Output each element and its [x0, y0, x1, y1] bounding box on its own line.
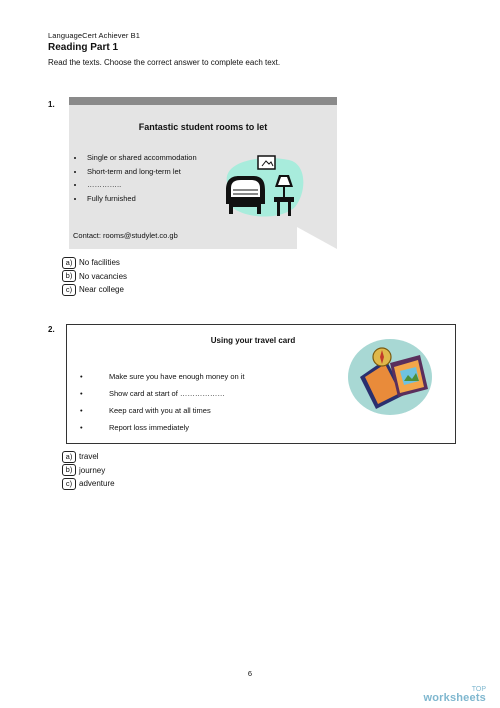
- notice-title: Fantastic student rooms to let: [138, 122, 268, 132]
- topworksheets-watermark: [423, 686, 486, 702]
- section-title: Reading Part 1: [48, 42, 119, 53]
- card-item: • Make sure you have enough money on it: [67, 368, 245, 385]
- question-1-number: 1.: [48, 100, 55, 109]
- armchair-lamp-clipart-icon: [219, 152, 309, 222]
- card-list: [67, 368, 245, 436]
- option-letter: c): [62, 478, 76, 490]
- question-2-options: [62, 450, 115, 491]
- option-a[interactable]: [62, 450, 115, 464]
- option-letter: c): [62, 284, 76, 296]
- instructions-text: Read the texts. Choose the correct answer to complete each text.: [48, 58, 281, 67]
- notice-list: [73, 151, 197, 205]
- option-b[interactable]: [62, 270, 127, 284]
- notice-contact: Contact: rooms@studylet.co.gb: [73, 231, 178, 240]
- option-text: No vacancies: [79, 271, 128, 281]
- option-text: No facilities: [79, 258, 120, 267]
- option-letter: a): [62, 257, 76, 269]
- card-item-gap: • Show card at start of ………………: [67, 385, 245, 402]
- travel-card-notice: [66, 324, 456, 444]
- notice-item-gap: • …………..: [85, 178, 197, 192]
- question-1-options: [62, 256, 127, 297]
- card-title: Using your travel card: [210, 336, 296, 345]
- room-notice: [69, 97, 337, 249]
- option-text: Near college: [79, 285, 124, 294]
- travel-map-compass-clipart-icon: [346, 337, 436, 417]
- notice-item: • Fully furnished: [85, 192, 197, 206]
- option-b[interactable]: [62, 464, 115, 478]
- notice-item: • Single or shared accommodation: [85, 151, 197, 165]
- option-text: journey: [79, 465, 106, 475]
- notice-item: • Short-term and long-term let: [85, 165, 197, 179]
- option-a[interactable]: [62, 256, 127, 270]
- option-c[interactable]: [62, 477, 115, 491]
- card-item: • Keep card with you at all times: [67, 402, 245, 419]
- notice-page-curl: [297, 227, 337, 249]
- exam-label: LanguageCert Achiever B1: [48, 31, 141, 40]
- option-text: travel: [79, 452, 99, 461]
- card-item: • Report loss immediately: [67, 419, 245, 436]
- option-letter: b): [62, 464, 76, 476]
- option-c[interactable]: [62, 283, 127, 297]
- option-text: adventure: [79, 479, 115, 488]
- watermark-line2: worksheets: [423, 692, 486, 704]
- notice-top-bar: [69, 97, 337, 105]
- watermark-line1: TOP: [471, 686, 486, 693]
- option-letter: a): [62, 451, 76, 463]
- question-2-number: 2.: [48, 325, 55, 334]
- option-letter: b): [62, 270, 76, 282]
- page-number: 6: [247, 669, 253, 678]
